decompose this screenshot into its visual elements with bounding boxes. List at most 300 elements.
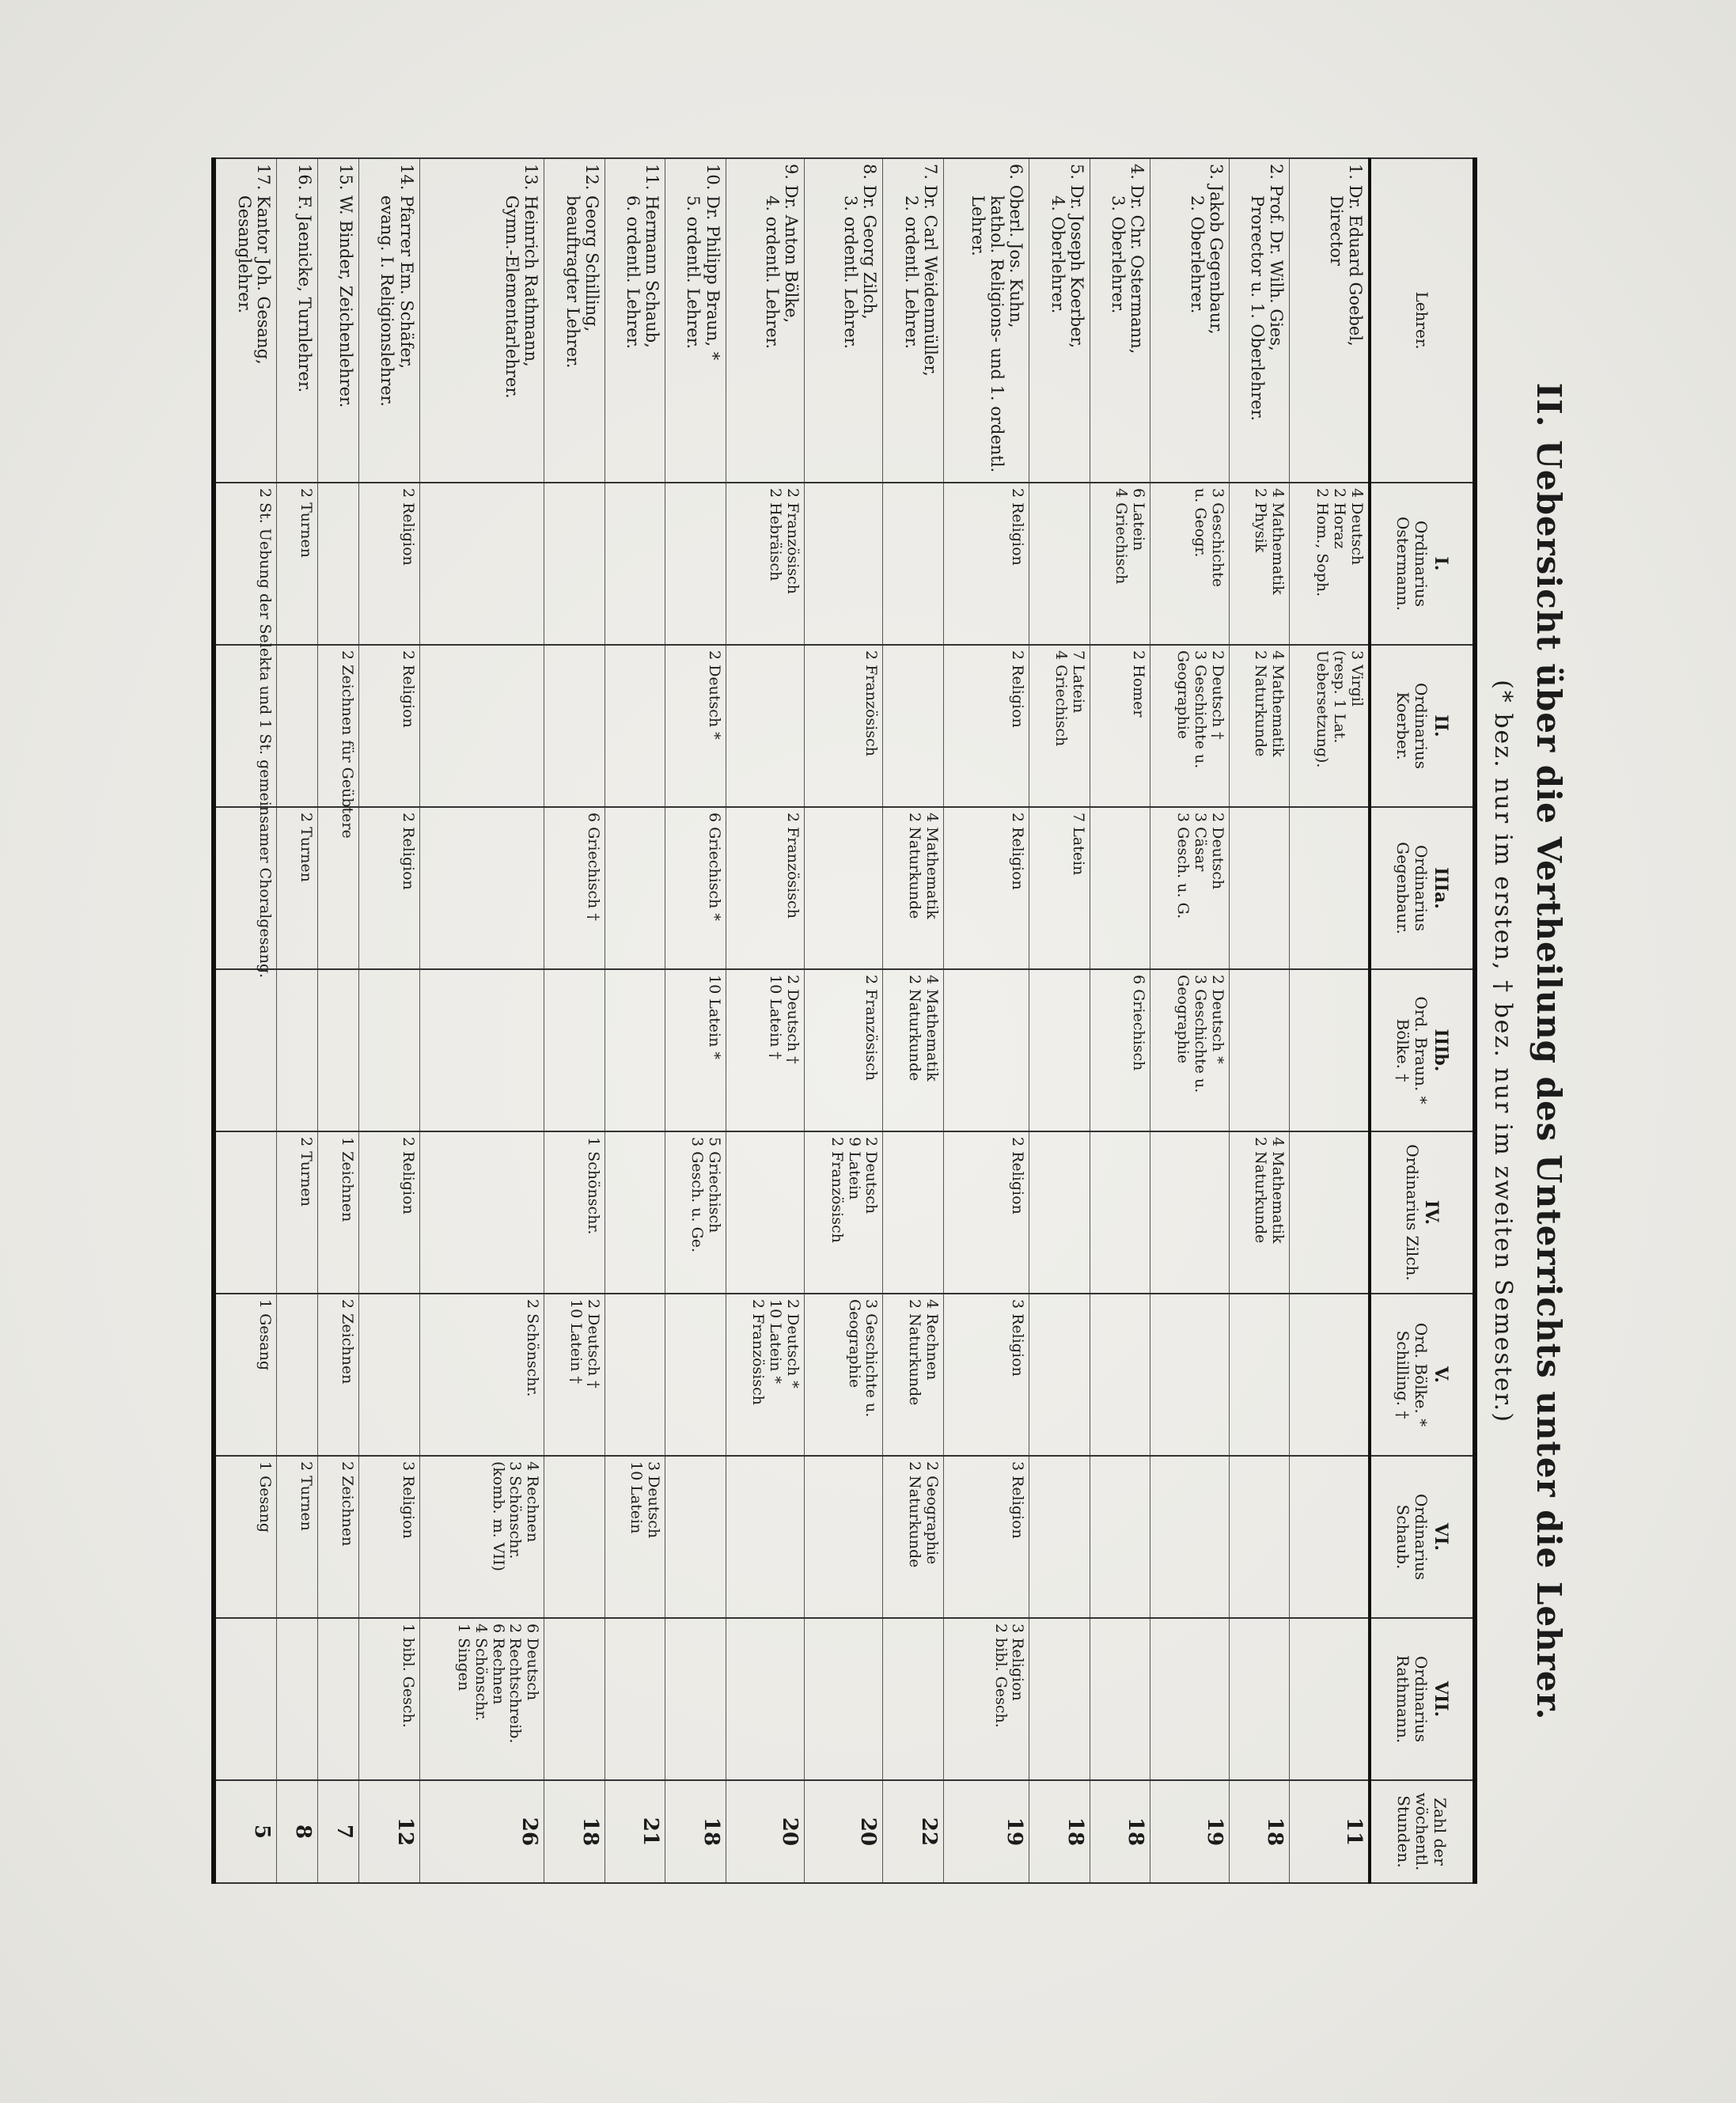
lesson-entry: 4 Schönschr. [472, 1624, 490, 1722]
lesson-entry: 2 Naturkunde [1252, 650, 1270, 757]
teacher-cell [943, 158, 1029, 483]
teacher-cell [726, 158, 804, 483]
header-teacher: Lehrer. [1370, 158, 1475, 483]
lesson-entry: 10 Latein * [767, 1299, 785, 1384]
teacher-role: 2. ordentl. Lehrer. [901, 195, 921, 350]
teacher-name: 16. F. Jaenicke, Turnlehrer. [295, 164, 315, 393]
lesson-entry: 2 Deutsch † [783, 975, 802, 1064]
lesson-cell [318, 1456, 359, 1618]
lesson-entry: 2 bibl. Gesch. [991, 1624, 1010, 1728]
lesson-entry: 3 Religion [399, 1461, 417, 1539]
lesson-cell [1290, 807, 1370, 969]
table-row [214, 158, 277, 1883]
lesson-entry: 2 Deutsch [862, 1137, 881, 1214]
lesson-entry: 2 Homer [1130, 650, 1148, 718]
lesson-cell [665, 483, 726, 645]
lesson-entry: 2 Religion [1009, 813, 1027, 890]
lesson-cell [804, 1456, 882, 1618]
lesson-cell [605, 969, 665, 1131]
lesson-cell [1029, 1618, 1090, 1780]
table-row [544, 158, 605, 1883]
teacher-role: Prorector u. 1. Oberlehrer. [1247, 195, 1267, 422]
lesson-cell [1150, 1131, 1229, 1294]
lesson-entry: 2 Naturkunde [1252, 1137, 1270, 1244]
lesson-cell [943, 1131, 1029, 1294]
lesson-entry: 2 Religion [1009, 650, 1027, 728]
lesson-entry: 4 Mathematik [1269, 650, 1287, 757]
class-ordinarius: Ordinarius Rathmann. [1393, 1654, 1431, 1744]
table-row [277, 158, 318, 1883]
lesson-cell [1290, 1131, 1370, 1294]
lesson-cell [1090, 645, 1150, 807]
lesson-cell [1090, 1618, 1150, 1780]
lesson-entry: 3 Geschichte [1208, 488, 1226, 588]
lesson-cell [605, 1294, 665, 1456]
lesson-cell [544, 1456, 605, 1618]
lesson-entry: Geographie [1173, 650, 1192, 740]
lesson-entry: (komb. m. VII) [489, 1461, 507, 1571]
header-class-8 [1370, 1618, 1475, 1780]
lesson-entry: 3 Religion [1009, 1299, 1027, 1377]
lesson-cell [419, 1294, 544, 1456]
teacher-role: kathol. Religions- und 1. ordentl. Lehrer. [968, 195, 1007, 473]
lesson-cell [1150, 1294, 1229, 1456]
teacher-role: 2. Oberlehrer. [1187, 195, 1207, 314]
lesson-cell [726, 807, 804, 969]
lesson-entry: 10 Latein † [767, 975, 785, 1059]
lesson-cell [605, 483, 665, 645]
lesson-cell [1090, 807, 1150, 969]
lesson-cell [1150, 483, 1229, 645]
lesson-entry: 2 Deutsch [1208, 813, 1226, 890]
weekly-hours: 18 [665, 1780, 726, 1883]
lesson-cell [1090, 1294, 1150, 1456]
lesson-entry: 2 Naturkunde [905, 813, 923, 919]
teacher-name: 4. Dr. Chr. Ostermann, [1128, 164, 1147, 354]
lesson-entry: 1 Gesang [256, 1461, 275, 1533]
lesson-cell [726, 1294, 804, 1456]
weekly-hours: 19 [1150, 1780, 1229, 1883]
lesson-entry: 2 Französisch [828, 1137, 846, 1243]
lesson-cell [804, 483, 882, 645]
teacher-cell [359, 158, 419, 483]
teacher-name: 9. Dr. Anton Bölke, [781, 164, 801, 324]
lesson-entry: 2 Französisch [862, 975, 881, 1081]
lesson-entry: 4 Rechnen [524, 1461, 542, 1543]
class-label: VI. [1430, 1522, 1451, 1552]
class-label: VII. [1430, 1681, 1451, 1718]
teacher-name: 15. W. Binder, Zeichenlehrer. [336, 164, 356, 408]
teacher-cell [665, 158, 726, 483]
weekly-hours: 21 [605, 1780, 665, 1883]
lesson-cell [359, 1456, 419, 1618]
lesson-entry: 2 Religion [1009, 1137, 1027, 1214]
teacher-cell [1090, 158, 1150, 483]
class-ordinarius: Ordinarius Gegenbaur. [1393, 842, 1431, 934]
weekly-hours: 20 [726, 1780, 804, 1883]
lesson-entry: 2 Horaz [1331, 488, 1349, 549]
lesson-entry: 1 Gesang [256, 1299, 275, 1371]
lesson-cell [214, 1456, 277, 1618]
lesson-cell [277, 969, 318, 1131]
lesson-entry: 2 Religion [399, 1137, 417, 1214]
lesson-cell [883, 1294, 943, 1456]
lesson-cell [1290, 969, 1370, 1131]
lesson-entry: 6 Rechnen [489, 1624, 507, 1705]
lesson-cell [726, 1456, 804, 1618]
lesson-cell [665, 645, 726, 807]
lesson-entry: 2 Rechtschreib. [506, 1624, 525, 1744]
lesson-cell [883, 807, 943, 969]
lesson-cell [726, 483, 804, 645]
lesson-entry: 2 Französisch [783, 488, 802, 594]
class-ordinarius: Ord. Braun. * Bölke. † [1393, 996, 1431, 1105]
lesson-cell [1229, 1456, 1289, 1618]
lesson-entry: 3 Religion [1009, 1624, 1027, 1701]
lesson-entry: u. Geogr. [1191, 488, 1209, 558]
lesson-cell [883, 1456, 943, 1618]
teacher-cell [1290, 158, 1370, 483]
lesson-cell [726, 1131, 804, 1294]
lesson-cell [804, 1618, 882, 1780]
lesson-cell [277, 645, 318, 807]
table-row [1290, 158, 1370, 1883]
lesson-entry: 7 Latein [1069, 813, 1087, 876]
class-label: II. [1430, 714, 1451, 737]
weekly-hours: 8 [277, 1780, 318, 1883]
lesson-cell [943, 807, 1029, 969]
lesson-entry: 3 Gesch. u. Ge. [688, 1137, 706, 1253]
lesson-entry: (resp. 1 Lat. [1331, 650, 1349, 744]
lesson-cell [318, 969, 359, 1131]
lesson-cell [277, 1294, 318, 1456]
lesson-cell [214, 483, 277, 979]
lesson-cell [277, 1131, 318, 1294]
teacher-name: 7. Dr. Carl Weidenmüller, [920, 164, 940, 377]
lesson-cell [359, 1618, 419, 1780]
lesson-cell [883, 1131, 943, 1294]
lesson-cell [318, 1618, 359, 1780]
lesson-entry: 10 Latein [627, 1461, 646, 1534]
lesson-cell [1290, 645, 1370, 807]
lesson-cell [214, 969, 277, 1131]
weekly-hours: 7 [318, 1780, 359, 1883]
lesson-cell [544, 1618, 605, 1780]
table-row [419, 158, 544, 1883]
weekly-hours: 11 [1290, 1780, 1370, 1883]
lesson-entry: 2 Hebräisch [767, 488, 785, 582]
lesson-entry: 3 Geschichte u. [1191, 975, 1209, 1093]
weekly-hours: 22 [883, 1780, 943, 1883]
table-row [1029, 158, 1090, 1883]
lesson-cell [544, 1131, 605, 1294]
table-row [318, 158, 359, 1883]
lesson-cell [1029, 645, 1090, 807]
lesson-entry: 4 Griechisch [1112, 488, 1131, 585]
lesson-entry: 3 Virgil [1348, 650, 1366, 707]
table-row [804, 158, 882, 1883]
lesson-cell [1090, 1131, 1150, 1294]
lesson-cell [544, 483, 605, 645]
lesson-cell [665, 807, 726, 969]
teacher-role: 4. ordentl. Lehrer. [762, 195, 782, 350]
lesson-cell [1229, 483, 1289, 645]
lesson-entry: 4 Deutsch [1348, 488, 1366, 566]
teacher-name: 11. Hermann Schaub, [642, 164, 662, 348]
lesson-entry: 4 Rechnen [923, 1299, 941, 1381]
lesson-cell [419, 969, 544, 1131]
lesson-cell [804, 645, 882, 807]
lesson-cell [1229, 1131, 1289, 1294]
header-row [1370, 158, 1475, 1883]
lesson-cell [883, 483, 943, 645]
teacher-name: 1. Dr. Eduard Goebel, [1346, 164, 1365, 347]
teacher-cell [214, 158, 277, 483]
lesson-entry: 5 Griechisch [705, 1137, 723, 1233]
teacher-cell [1229, 158, 1289, 483]
lesson-entry: 6 Latein [1130, 488, 1148, 551]
lesson-entry: 1 Singen [454, 1624, 472, 1692]
lesson-entry: 4 Mathematik [1269, 1137, 1287, 1244]
lesson-entry: 2 Deutsch † [1208, 650, 1226, 740]
header-class-6 [1370, 1294, 1475, 1456]
page-title: II. Uebersicht über die Vertheilung des Unterrichts unter die Lehrer. [1529, 382, 1568, 1721]
lesson-entry: 10 Latein * [705, 975, 723, 1059]
weekly-hours: 12 [359, 1780, 419, 1883]
lesson-cell [726, 969, 804, 1131]
lesson-cell [804, 1131, 882, 1294]
lesson-cell [1090, 969, 1150, 1131]
lesson-entry: 9 Latein [845, 1137, 863, 1200]
table-row [943, 158, 1029, 1883]
teacher-role: beauftragter Lehrer. [563, 195, 582, 369]
lesson-cell [1029, 483, 1090, 645]
lesson-cell [883, 1618, 943, 1780]
lesson-cell [419, 645, 544, 807]
lesson-entry: 4 Mathematik [923, 975, 941, 1082]
lesson-cell [214, 1131, 277, 1294]
lesson-cell [665, 1294, 726, 1456]
class-ordinarius: Ordinarius Schaub. [1393, 1493, 1431, 1581]
lesson-distribution-table [211, 157, 1477, 1884]
lesson-cell [419, 483, 544, 645]
teacher-role: 6. ordentl. Lehrer. [624, 195, 643, 350]
page-subtitle: (* bez. nur im ersten, † bez. nur im zweiten Semester.) [1489, 680, 1517, 1423]
class-ordinarius: Ordinarius Koerber. [1393, 682, 1431, 770]
lesson-cell [318, 483, 359, 645]
lesson-cell [1229, 969, 1289, 1131]
lesson-entry: 2 Deutsch * [705, 650, 723, 740]
class-label: I. [1430, 556, 1451, 571]
teacher-cell [605, 158, 665, 483]
lesson-cell [665, 969, 726, 1131]
lesson-cell [726, 645, 804, 807]
lesson-entry: 2 St. Uebung der Selekta und 1 St. gemeinsamer Choralgesang. [256, 488, 275, 979]
lesson-entry: 6 Deutsch [524, 1624, 542, 1701]
lesson-cell [804, 1294, 882, 1456]
lesson-entry: 2 Deutsch * [1208, 975, 1226, 1064]
table-row [605, 158, 665, 1883]
lesson-entry: 2 Deutsch † [584, 1299, 602, 1389]
lesson-cell [1229, 1294, 1289, 1456]
lesson-cell [277, 807, 318, 969]
table-row [1150, 158, 1229, 1883]
lesson-entry: 3 Deutsch [645, 1461, 663, 1539]
lesson-cell [544, 645, 605, 807]
lesson-cell [419, 1131, 544, 1294]
lesson-cell [1290, 1456, 1370, 1618]
teacher-cell [277, 158, 318, 483]
lesson-cell [665, 1456, 726, 1618]
lesson-cell [665, 1618, 726, 1780]
lesson-entry: 6 Griechisch * [705, 813, 723, 921]
lesson-entry: 3 Geschichte u. [1191, 650, 1209, 769]
weekly-hours: 18 [1229, 1780, 1289, 1883]
teacher-cell [883, 158, 943, 483]
lesson-entry: 2 Deutsch * [783, 1299, 802, 1389]
teacher-name: 5. Dr. Joseph Koerber, [1067, 164, 1086, 349]
lesson-entry: 4 Mathematik [1269, 488, 1287, 595]
lesson-cell [419, 807, 544, 969]
lesson-cell [277, 483, 318, 645]
teacher-name: 8. Dr. Georg Zilch, [860, 164, 880, 320]
teacher-name: 17. Kantor Joh. Gesang, [254, 164, 274, 365]
teacher-name: 14. Pfarrer Em. Schäfer, [396, 164, 416, 369]
table-row [726, 158, 804, 1883]
weekly-hours: 5 [214, 1780, 277, 1883]
lesson-cell [804, 807, 882, 969]
lesson-entry: 3 Schönschr. [506, 1461, 525, 1559]
lesson-cell [544, 969, 605, 1131]
lesson-cell [804, 969, 882, 1131]
table-row [359, 158, 419, 1883]
teacher-cell [1150, 158, 1229, 483]
lesson-cell [605, 1456, 665, 1618]
lesson-cell [1029, 1131, 1090, 1294]
teacher-role: Gesanglehrer. [235, 195, 255, 314]
teacher-cell [1029, 158, 1090, 483]
lesson-cell [605, 645, 665, 807]
lesson-entry: 2 Geographie [923, 1461, 941, 1565]
lesson-cell [1150, 645, 1229, 807]
rotated-sheet [148, 126, 1588, 1977]
teacher-role: 3. ordentl. Lehrer. [841, 195, 861, 350]
weekly-hours: 18 [544, 1780, 605, 1883]
lesson-cell [605, 807, 665, 969]
lesson-entry: 2 Physik [1252, 488, 1270, 553]
class-label: IV. [1421, 1199, 1442, 1226]
class-label: V. [1430, 1366, 1451, 1383]
lesson-cell [277, 1618, 318, 1780]
weekly-hours: 26 [419, 1780, 544, 1883]
lesson-entry: 4 Griechisch [1052, 650, 1070, 747]
lesson-cell [605, 1618, 665, 1780]
teacher-name: 6. Oberl. Jos. Kuhn, [1006, 164, 1026, 328]
lesson-entry: 6 Griechisch [1130, 975, 1148, 1071]
lesson-cell [1090, 1456, 1150, 1618]
lesson-cell [359, 1294, 419, 1456]
lesson-entry: 2 Zeichnen für Geübtere [339, 650, 357, 839]
lesson-cell [1229, 645, 1289, 807]
lesson-cell [1029, 1456, 1090, 1618]
teacher-cell [544, 158, 605, 483]
lesson-cell [943, 645, 1029, 807]
lesson-cell [419, 1456, 544, 1618]
lesson-cell [318, 1131, 359, 1294]
lesson-entry: 2 Hom., Soph. [1313, 488, 1332, 597]
teacher-role: Director [1326, 195, 1346, 266]
class-label: IIIb. [1430, 1029, 1451, 1072]
header-class-7 [1370, 1456, 1475, 1618]
lesson-cell [277, 1456, 318, 1618]
lesson-cell [359, 483, 419, 645]
teacher-name: 12. Georg Schilling, [582, 164, 601, 332]
lesson-entry: 2 Turnen [298, 1461, 316, 1531]
lesson-entry: 2 Turnen [298, 813, 316, 882]
lesson-cell [1229, 1618, 1289, 1780]
table-row [665, 158, 726, 1883]
teacher-role: 3. Oberlehrer. [1109, 195, 1128, 314]
lesson-entry: 10 Latein † [567, 1299, 585, 1384]
lesson-cell [359, 807, 419, 969]
lesson-entry: 2 Französisch [783, 813, 802, 919]
table-row [1090, 158, 1150, 1883]
lesson-cell [318, 645, 359, 839]
header-class-1 [1370, 483, 1475, 645]
class-ordinarius: Ordinarius Zilch. [1402, 1144, 1422, 1281]
lesson-cell [665, 1131, 726, 1294]
lesson-cell [1150, 807, 1229, 969]
lesson-cell [605, 1131, 665, 1294]
teacher-name: 2. Prof. Dr. Wilh. Gies, [1267, 164, 1287, 351]
lesson-entry: 3 Geschichte u. [862, 1299, 881, 1418]
lesson-cell [419, 1618, 544, 1780]
weekly-hours: 18 [1029, 1780, 1090, 1883]
lesson-cell [1029, 969, 1090, 1131]
lesson-cell [943, 1294, 1029, 1456]
lesson-cell [943, 483, 1029, 645]
teacher-role: Gymn.-Elementarlehrer. [502, 195, 522, 399]
lesson-cell [544, 1294, 605, 1456]
lesson-cell [214, 1294, 277, 1456]
lesson-cell [1150, 969, 1229, 1131]
lesson-cell [883, 969, 943, 1131]
class-ordinarius: Ordinarius Ostermann. [1393, 516, 1431, 612]
teacher-name: 3. Jakob Gegenbaur, [1206, 164, 1226, 335]
lesson-entry: 3 Religion [1009, 1461, 1027, 1539]
teacher-name: 10. Dr. Philipp Braun, * [703, 164, 722, 361]
lesson-entry: Geographie [845, 1299, 863, 1389]
lesson-cell [726, 1618, 804, 1780]
lesson-entry: 1 bibl. Gesch. [399, 1624, 417, 1728]
lesson-entry: 7 Latein [1069, 650, 1087, 714]
lesson-cell [214, 1618, 277, 1780]
lesson-cell [943, 1618, 1029, 1780]
lesson-entry: Geographie [1173, 975, 1192, 1064]
lesson-entry: 2 Religion [399, 813, 417, 890]
lesson-entry: 2 Zeichnen [339, 1461, 357, 1547]
lesson-cell [1290, 483, 1370, 645]
lesson-cell [359, 969, 419, 1131]
teacher-name: 13. Heinrich Rathmann, [521, 164, 541, 367]
lesson-cell [1090, 483, 1150, 645]
table-body [214, 158, 1370, 1883]
teacher-role: 4. Oberlehrer. [1048, 195, 1067, 314]
lesson-entry: 2 Zeichnen [339, 1299, 357, 1385]
lesson-entry: 1 Schönschr. [584, 1137, 602, 1235]
lesson-cell [1290, 1618, 1370, 1780]
lesson-entry: 4 Mathematik [923, 813, 941, 919]
